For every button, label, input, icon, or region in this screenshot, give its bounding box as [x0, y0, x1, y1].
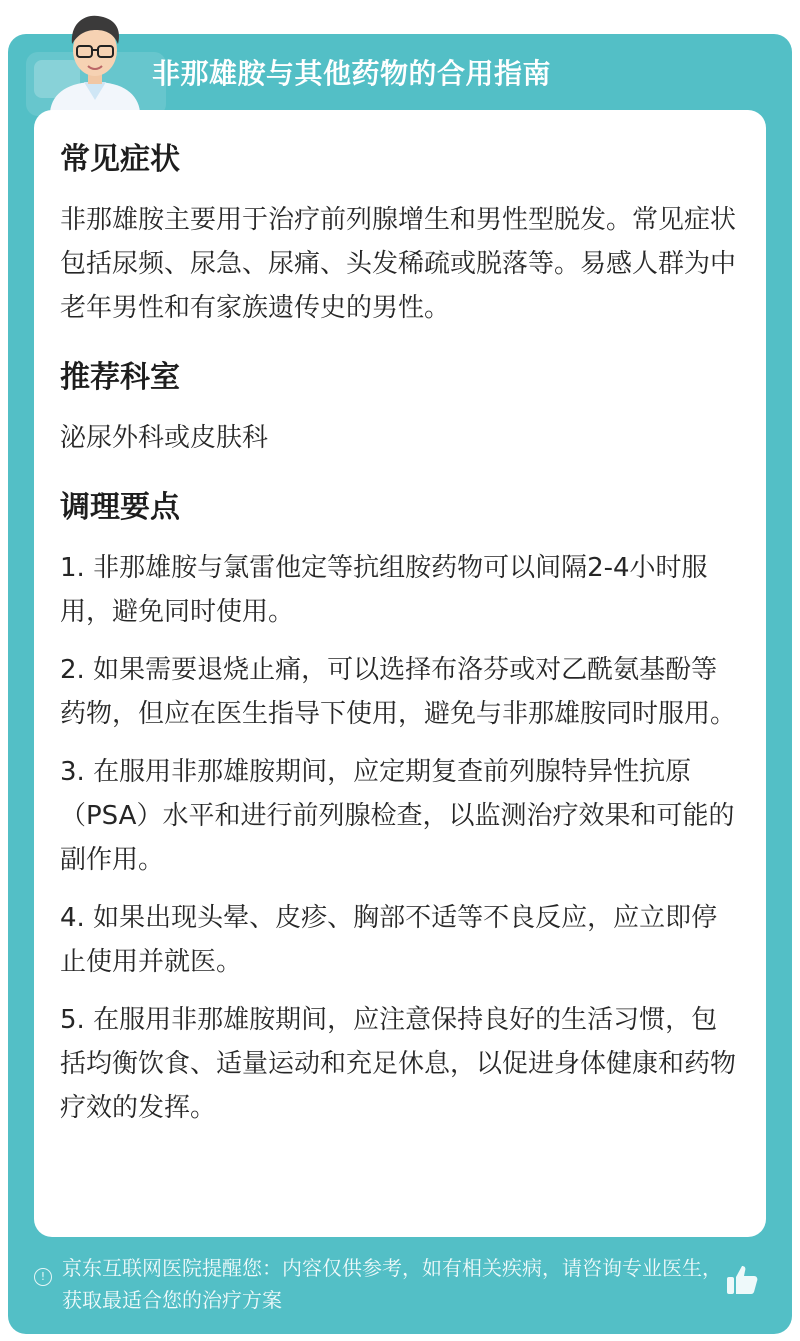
care-point-item: 3. 在服用非那雄胺期间，应定期复查前列腺特异性抗原（PSA）水平和进行前列腺检查，以监测治疗效果和可能的副作用。 — [60, 757, 735, 875]
care-point-item: 5. 在服用非那雄胺期间，应注意保持良好的生活习惯，包括均衡饮食、适量运动和充足休息，以促进身体健康和药物疗效的发挥。 — [60, 1005, 737, 1123]
section-paragraph: 非那雄胺主要用于治疗前列腺增生和男性型脱发。常见症状包括尿频、尿急、尿痛、头发稀疏或脱落等。易感人群为中老年男性和有家族遗传史的男性。 — [60, 205, 737, 323]
section-paragraph: 泌尿外科或皮肤科 — [60, 423, 269, 453]
section-care-points — [60, 482, 740, 1130]
thumbs-up-icon[interactable] — [724, 1262, 760, 1298]
disclaimer-text: 京东互联网医院提醒您：内容仅供参考，如有相关疾病，请咨询专业医生，获取最适合您的治疗方案 — [62, 1256, 722, 1312]
section-title: 调理要点 — [60, 490, 180, 525]
doctor-avatar-icon — [40, 8, 150, 112]
content-card — [34, 110, 766, 1237]
care-point-item: 4. 如果出现头晕、皮疹、胸部不适等不良反应，应立即停止使用并就医。 — [60, 903, 718, 977]
section-symptoms — [60, 134, 740, 330]
care-point-item: 1. 非那雄胺与氯雷他定等抗组胺药物可以间隔2-4小时服用，避免同时使用。 — [60, 553, 708, 627]
section-department — [60, 352, 740, 460]
info-icon: ! — [34, 1268, 52, 1286]
page-title: 非那雄胺与其他药物的合用指南 — [152, 57, 552, 90]
section-title: 推荐科室 — [60, 360, 180, 395]
section-title: 常见症状 — [60, 142, 180, 177]
care-point-item: 2. 如果需要退烧止痛，可以选择布洛芬或对乙酰氨基酚等药物，但应在医生指导下使用，避免与非那雄胺同时服用。 — [60, 655, 737, 729]
